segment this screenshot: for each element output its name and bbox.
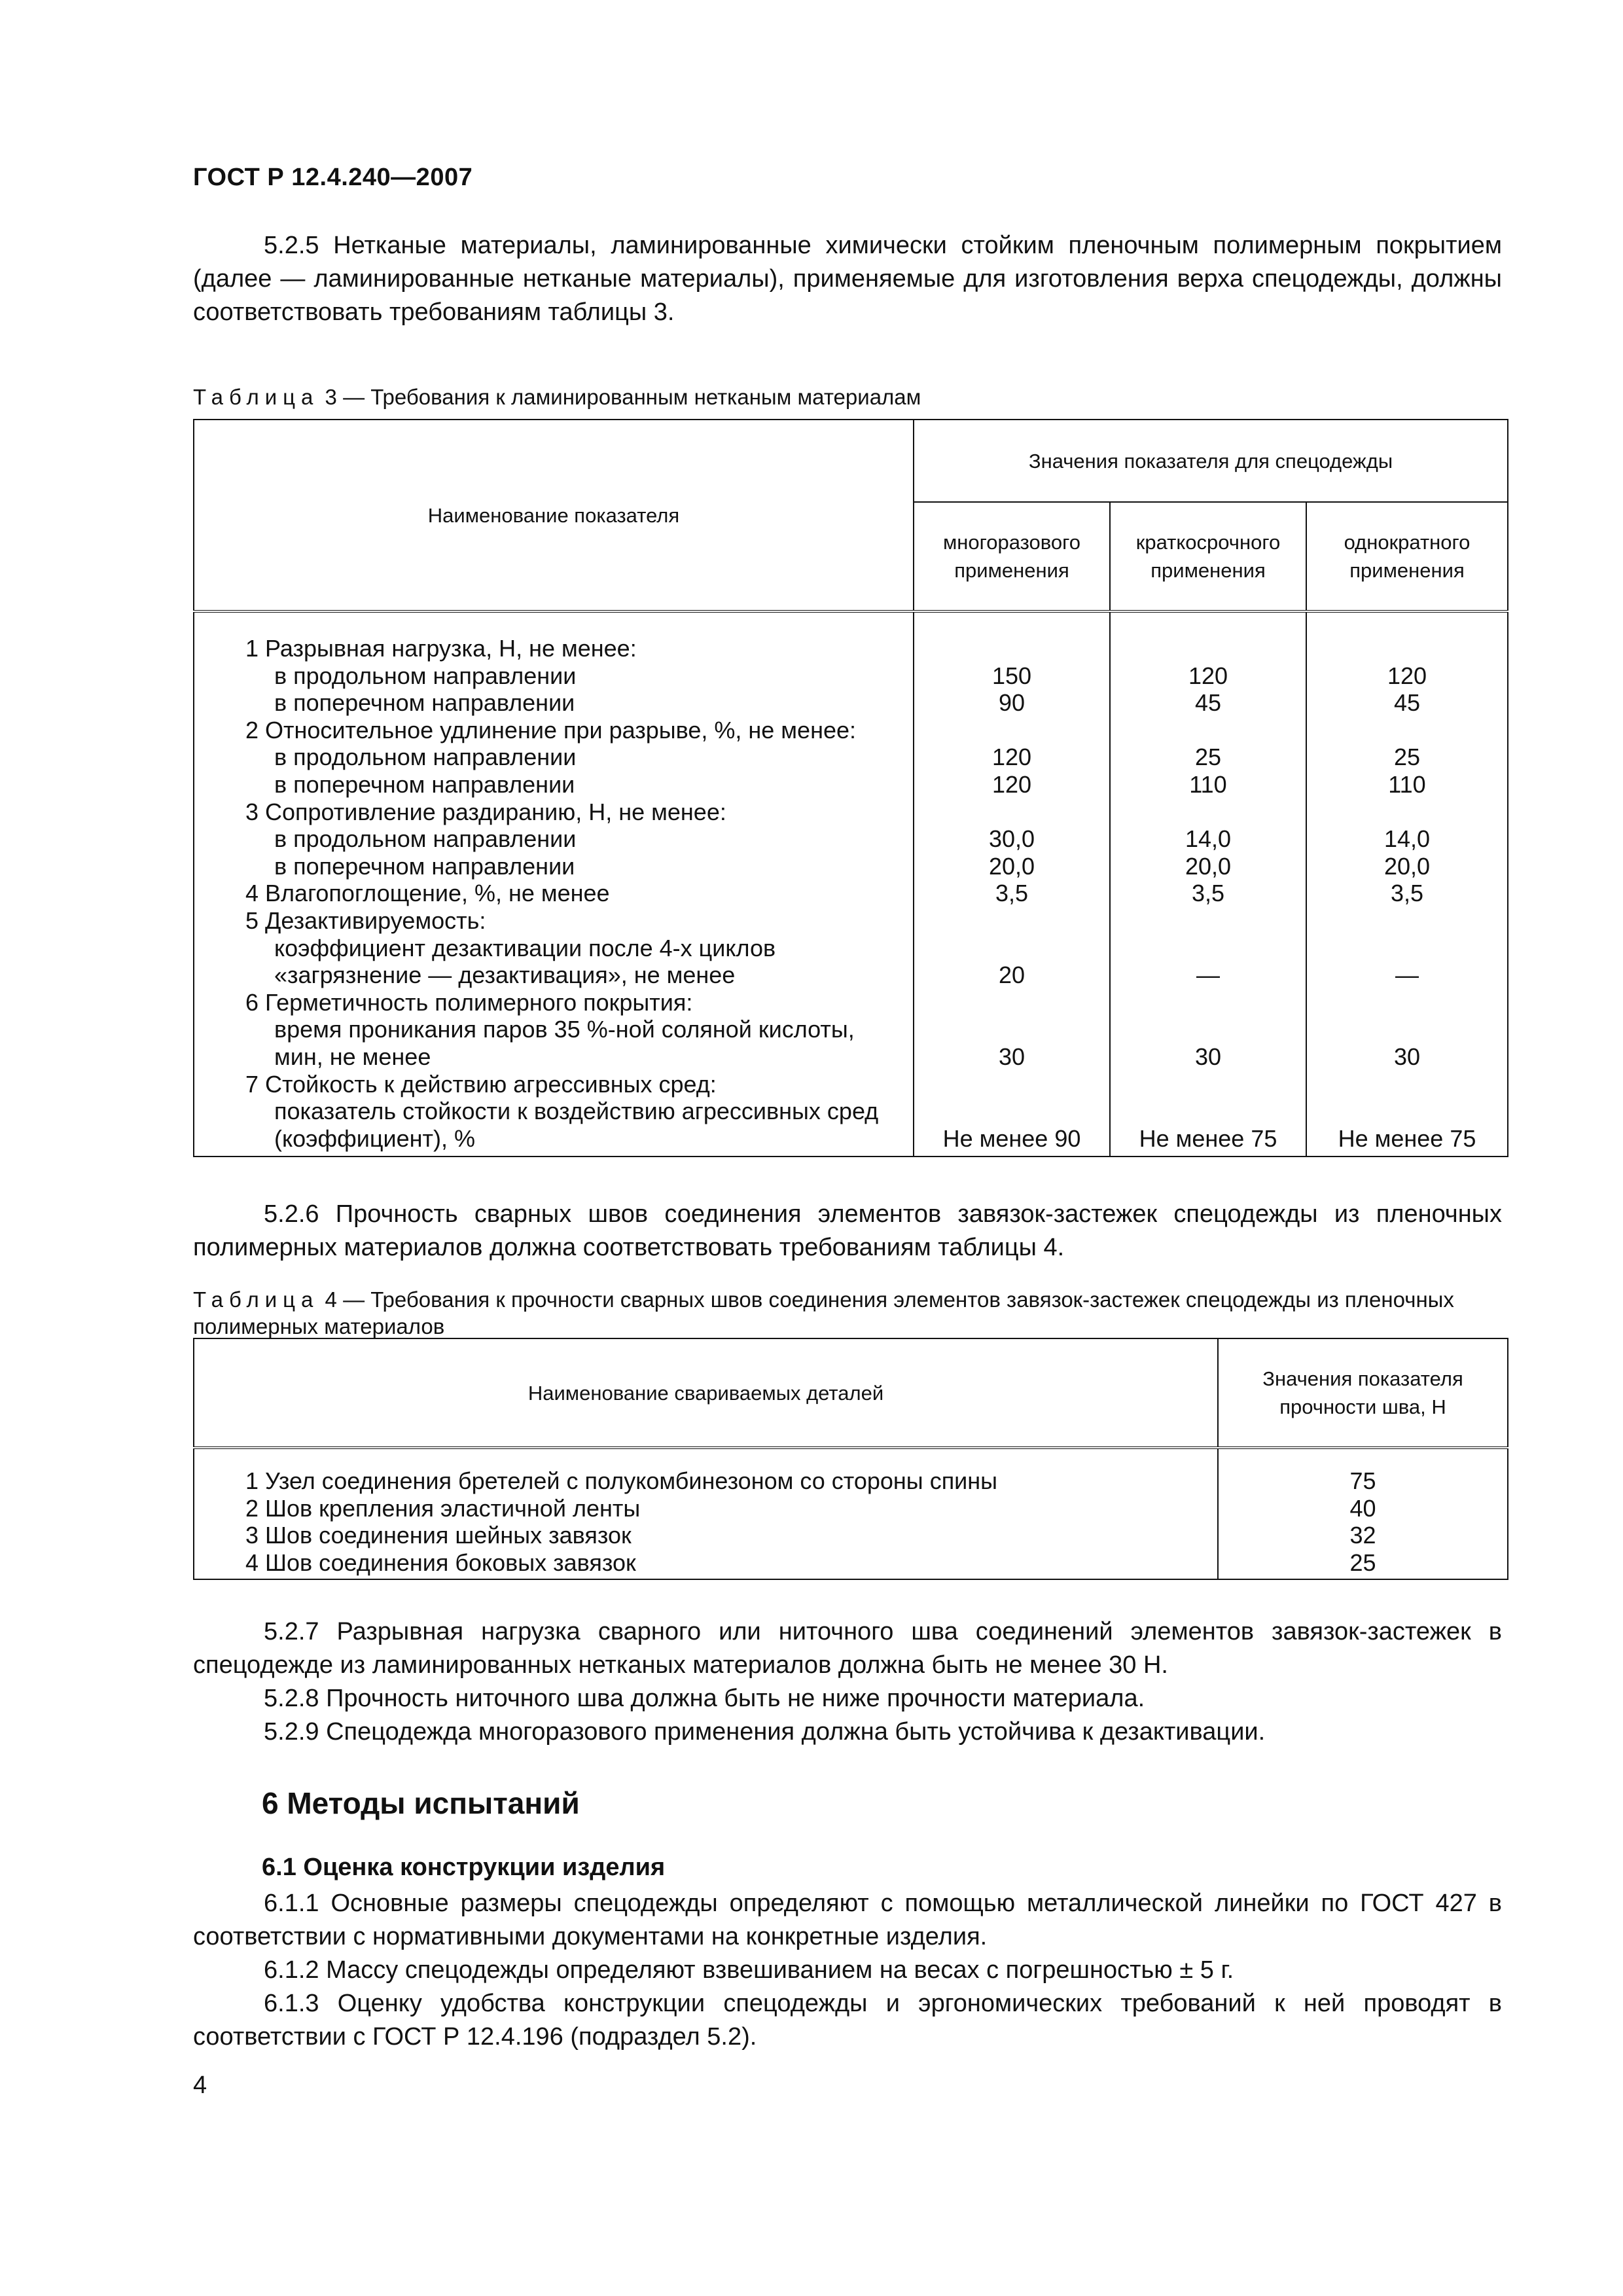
table3-value-multi	[914, 935, 1109, 962]
table3-value-short: 14,0	[1185, 825, 1232, 853]
table3-single-column	[1306, 611, 1508, 1157]
table4-row-name: 4 Шов соединения боковых завязок	[245, 1549, 636, 1576]
table3-row-name: 1 Разрывная нагрузка, Н, не менее:	[245, 635, 637, 662]
table3-col-short-header: краткосрочного применения	[1110, 502, 1306, 611]
table3-value-multi: 30,0	[988, 825, 1035, 853]
table3-value-short	[1111, 1098, 1306, 1125]
table3-value-short: 20,0	[1185, 852, 1232, 880]
table3-col-multi-header: многоразового применения	[914, 502, 1110, 611]
table3-row-name: мин, не менее	[274, 1043, 431, 1070]
table3-value-single: 3,5	[1390, 880, 1424, 907]
table3-value-short: 3,5	[1191, 880, 1225, 907]
table3-value-single	[1307, 798, 1507, 826]
table3-row-name: «загрязнение — дезактивация», не менее	[274, 961, 736, 989]
table3-value-single: Не менее 75	[1338, 1124, 1476, 1152]
table4-col-value-header: Значения показателя прочности шва, Н	[1218, 1338, 1508, 1448]
table3-value-single	[1307, 907, 1507, 935]
table4-name-column	[194, 1448, 1218, 1579]
table3-value-multi: 20,0	[988, 852, 1035, 880]
table3-row-name: 7 Стойкость к действию агрессивных сред:	[245, 1070, 717, 1098]
table3-value-short: 30	[1194, 1043, 1222, 1070]
table3-value-single	[1307, 1071, 1507, 1098]
paragraph-6-1-2: 6.1.2 Массу спецодежды определяют взвешиванием на весах с погрешностью ± 5 г.	[264, 1956, 1234, 1984]
table3-caption	[193, 384, 1502, 410]
table4-row-name: 1 Узел соединения бретелей с полукомбинезоном со стороны спины	[245, 1467, 998, 1494]
table3-value-multi	[914, 635, 1109, 662]
document-header: ГОСТ Р 12.4.240—2007	[193, 164, 473, 191]
paragraph-6-1-3: 6.1.3 Оценку удобства конструкции спецодежды и эргономических требований к ней проводят в соответствии с ГОСТ Р 12.4.196 (подраздел 5.2).	[193, 1990, 1502, 2051]
paragraph-5-2-7: 5.2.7 Разрывная нагрузка сварного или ниточного шва соединений элементов завязок-застежек в спецодежде из ламинированных нетканых материалов должна быть не менее 30 Н.	[193, 1618, 1502, 1679]
table3-row-name: в продольном направлении	[274, 744, 577, 771]
table3-value-single: 20,0	[1383, 852, 1431, 880]
table3-value-multi: 150	[991, 662, 1032, 689]
table3-short-column	[1110, 611, 1306, 1157]
table3-value-multi	[914, 907, 1109, 935]
paragraph-5-2-5: 5.2.5 Нетканые материалы, ламинированные химически стойким пленочным полимерным покрытием (далее — ламинированные нетканые материалы), применяемые для изготовления верха спецодежды, должны соответствовать требованиям таблицы 3.	[193, 232, 1502, 326]
table4-row-value: 75	[1349, 1467, 1376, 1494]
table3-value-short: 25	[1194, 744, 1222, 771]
table3-caption-word: Таблица	[193, 385, 319, 409]
table3-row-name: 2 Относительное удлинение при разрыве, %, не менее:	[245, 716, 856, 744]
table3-name-column	[194, 611, 914, 1157]
table3-value-multi	[914, 1071, 1109, 1098]
table3-value-short	[1111, 935, 1306, 962]
paragraph-5-2-8: 5.2.8 Прочность ниточного шва должна быть не ниже прочности материала.	[264, 1685, 1145, 1712]
table3-caption-text: 3 — Требования к ламинированным нетканым материалам	[319, 385, 921, 409]
table3-value-single: 110	[1388, 770, 1426, 798]
table3-value-short	[1111, 907, 1306, 935]
paragraph-6-1-1: 6.1.1 Основные размеры спецодежды определяют с помощью металлической линейки по ГОСТ 427 в соответствии с нормативными документами на конкретные изделия.	[193, 1890, 1502, 1950]
table3-value-multi: 3,5	[995, 880, 1029, 907]
table3-value-multi: 90	[998, 689, 1026, 717]
table3-row-name: 5 Дезактивируемость:	[245, 906, 486, 934]
table3-value-single: 45	[1393, 689, 1421, 717]
table3-value-multi	[914, 717, 1109, 744]
table3-value-short: —	[1196, 961, 1220, 989]
table-3	[193, 419, 1508, 1157]
table3-value-short	[1111, 717, 1306, 744]
section-6-title: 6 Методы испытаний	[262, 1786, 580, 1820]
table3-value-single	[1307, 1098, 1507, 1125]
table3-row-name: (коэффициент), %	[274, 1124, 476, 1152]
table3-value-multi: 20	[998, 961, 1026, 989]
table3-value-single	[1307, 989, 1507, 1016]
section-6-1-title: 6.1 Оценка конструкции изделия	[262, 1854, 666, 1881]
table3-value-single	[1307, 1016, 1507, 1043]
table3-header-row	[194, 420, 1508, 502]
table3-value-multi: Не менее 90	[942, 1124, 1081, 1152]
paragraph-5-2-9: 5.2.9 Спецодежда многоразового применения должна быть устойчива к дезактивации.	[264, 1718, 1266, 1746]
table3-row-name: 4 Влагопоглощение, %, не менее	[245, 880, 610, 907]
table4-caption-word: Таблица	[193, 1287, 319, 1312]
table3-row-name: коэффициент дезактивации после 4-х циклов	[274, 934, 776, 961]
table3-value-single: 25	[1393, 744, 1421, 771]
table4-caption	[193, 1286, 1502, 1340]
table4-row-name: 2 Шов крепления эластичной ленты	[245, 1494, 641, 1522]
table3-value-multi	[914, 989, 1109, 1016]
table3-value-single	[1307, 935, 1507, 962]
table3-multi-column	[914, 611, 1110, 1157]
table3-value-multi: 120	[991, 744, 1032, 771]
table3-value-short	[1111, 1071, 1306, 1098]
table4-caption-text: 4 — Требования к прочности сварных швов соединения элементов завязок-застежек спецодежды из пленочных полимерных материалов	[193, 1287, 1454, 1338]
table3-value-short: Не менее 75	[1139, 1124, 1277, 1152]
table3-row-name: в поперечном направлении	[274, 770, 575, 798]
table3-value-short: 120	[1188, 662, 1228, 689]
table3-value-single: —	[1395, 961, 1419, 989]
table3-row-name: 6 Герметичность полимерного покрытия:	[245, 988, 693, 1016]
table4-col-name-header: Наименование свариваемых деталей	[194, 1338, 1218, 1448]
table3-value-multi	[914, 1098, 1109, 1125]
table3-row-name: в поперечном направлении	[274, 852, 575, 880]
table4-body-row	[194, 1448, 1508, 1579]
table3-value-single	[1307, 635, 1507, 662]
table3-value-single	[1307, 717, 1507, 744]
table4-row-value: 40	[1349, 1494, 1376, 1522]
table3-row-name: 3 Сопротивление раздиранию, Н, не менее:	[245, 798, 726, 825]
table3-value-multi: 120	[991, 770, 1032, 798]
table4-row-value: 32	[1349, 1522, 1376, 1549]
table3-row-name: в поперечном направлении	[274, 689, 575, 717]
table3-col-name-header: Наименование показателя	[194, 420, 914, 611]
table3-col-group-header: Значения показателя для спецодежды	[914, 420, 1508, 502]
table3-value-single: 14,0	[1383, 825, 1431, 853]
table3-row-name: в продольном направлении	[274, 662, 577, 689]
table3-value-single: 30	[1393, 1043, 1421, 1070]
table3-row-name: показатель стойкости к воздействию агрессивных сред	[274, 1098, 879, 1125]
table3-col-single-header: однократного применения	[1306, 502, 1508, 611]
table3-value-short: 45	[1194, 689, 1222, 717]
table4-row-name: 3 Шов соединения шейных завязок	[245, 1522, 632, 1549]
table3-value-multi: 30	[998, 1043, 1026, 1070]
table3-value-short	[1111, 635, 1306, 662]
table3-value-multi	[914, 1016, 1109, 1043]
table3-value-single: 120	[1387, 662, 1427, 689]
table3-row-name: время проникания паров 35 %-ной соляной кислоты,	[274, 1016, 855, 1043]
table-4	[193, 1338, 1508, 1580]
table4-row-value: 25	[1349, 1549, 1376, 1576]
table3-value-short	[1111, 1016, 1306, 1043]
page-number: 4	[193, 2072, 207, 2099]
table3-value-short	[1111, 989, 1306, 1016]
table3-value-short	[1111, 798, 1306, 826]
table3-value-short: 110	[1189, 770, 1227, 798]
table4-value-column	[1218, 1448, 1508, 1579]
table4-header-row	[194, 1338, 1508, 1448]
table3-row-name: в продольном направлении	[274, 825, 577, 853]
table3-value-multi	[914, 798, 1109, 826]
paragraph-5-2-6: 5.2.6 Прочность сварных швов соединения элементов завязок-застежек спецодежды из пленочных полимерных материалов должна соответствовать требованиям таблицы 4.	[193, 1200, 1502, 1261]
table3-body-row	[194, 611, 1508, 1157]
